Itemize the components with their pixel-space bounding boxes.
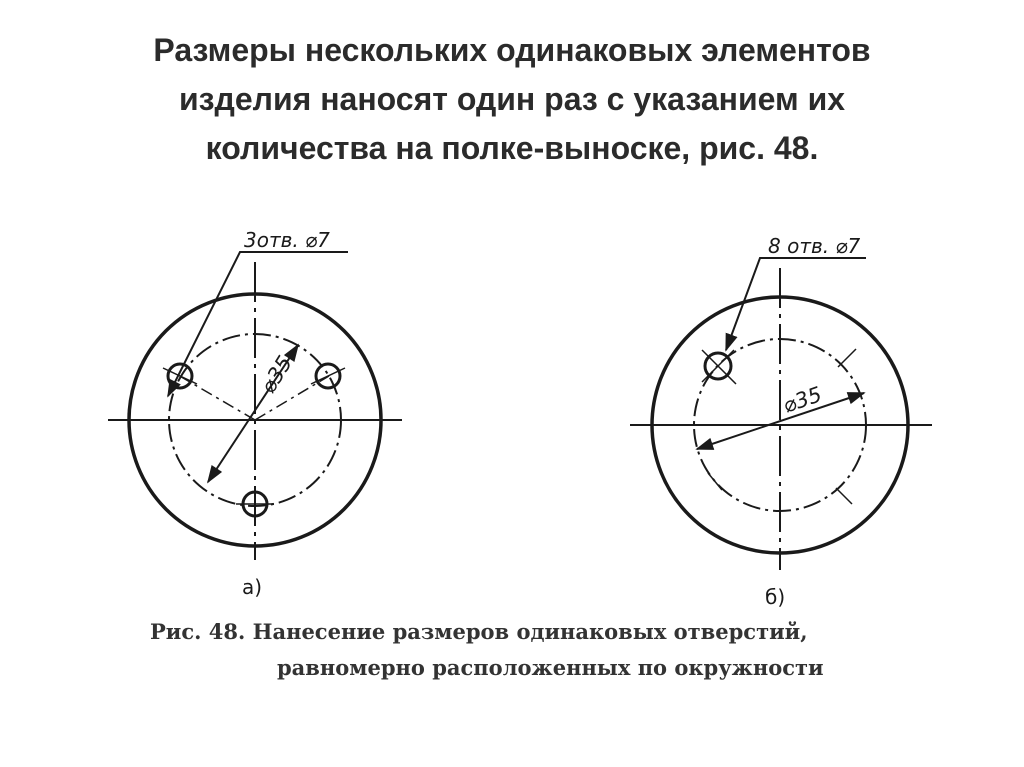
title-line-3: количества на полке-выноске, рис. 48. xyxy=(205,130,819,166)
caption-line-2: равномерно расположенных по окружности xyxy=(277,655,824,680)
figure-a-sublabel: а) xyxy=(242,575,263,599)
figure-b-tick-2 xyxy=(708,473,722,490)
figure-b-leader-label: 8 отв. ⌀7 xyxy=(768,234,861,258)
figure-a-leader-label: 3отв. ⌀7 xyxy=(244,228,330,252)
title-line-2: изделия наносят один раз с указанием их xyxy=(178,81,846,117)
figure-a-dimension-label: ⌀35 xyxy=(255,351,298,398)
figure-b-tick-1 xyxy=(838,349,856,367)
figure-a-leader-line xyxy=(168,252,348,396)
figure-caption xyxy=(120,614,940,686)
figure-b xyxy=(630,258,932,570)
caption-line-1: Рис. 48. Нанесение размеров одинаковых отверстий, xyxy=(150,619,808,644)
figure-a xyxy=(108,252,402,560)
figure-b-sublabel: б) xyxy=(765,585,786,609)
figure-b-tick-3 xyxy=(836,488,852,504)
figure-b-dimension-label: ⌀35 xyxy=(779,382,825,418)
figure-b-leader-line xyxy=(726,258,866,350)
title-line-1: Размеры нескольких одинаковых элементов xyxy=(153,32,871,68)
